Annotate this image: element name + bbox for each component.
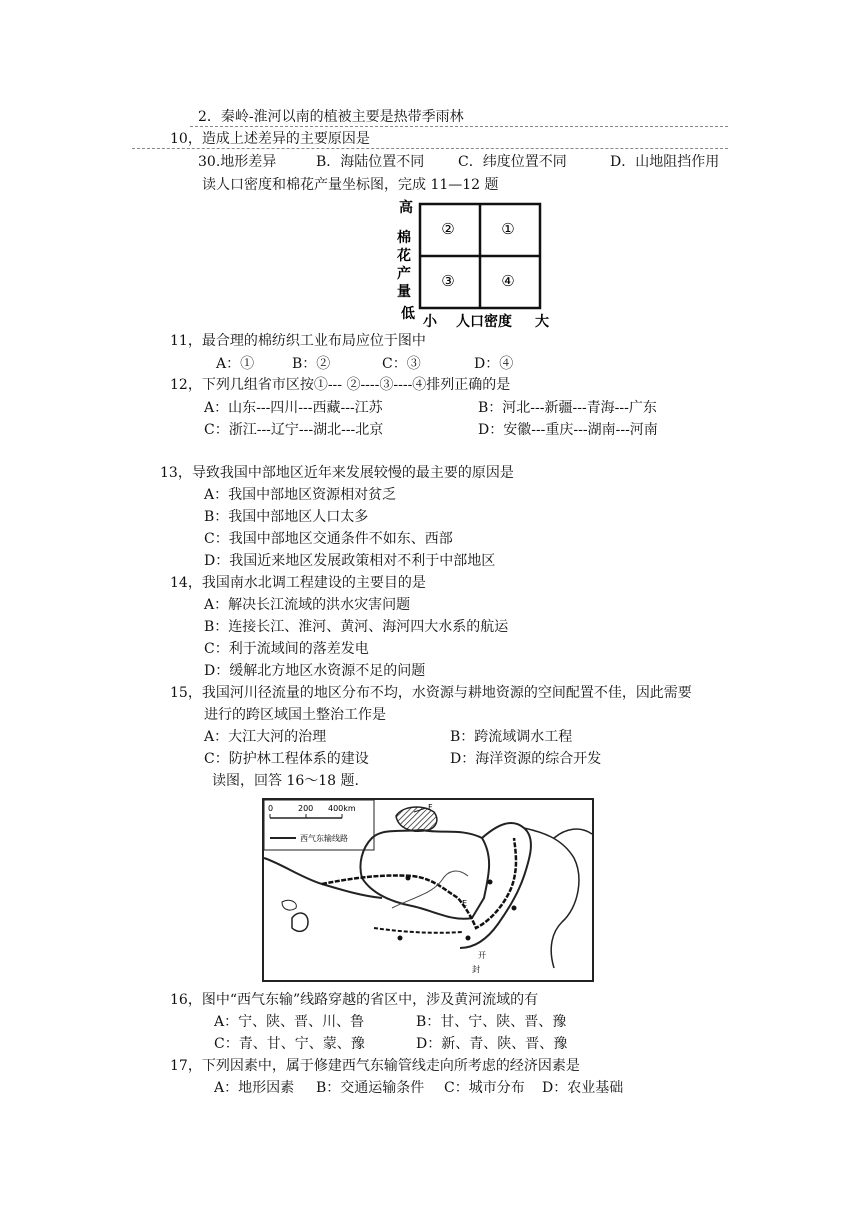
q16-option-c: C：青、甘、宁、蒙、豫 <box>214 1036 365 1052</box>
q13-option-d: D：我国近来地区发展政策相对不利于中部地区 <box>204 553 496 569</box>
x-axis-label: 人口密度 <box>456 314 512 330</box>
q10-option-b: B．海陆位置不同 <box>316 154 425 170</box>
q11-option-b: B：② <box>292 356 331 372</box>
cell-1: ① <box>501 220 515 238</box>
scale-200: 200 <box>298 804 314 813</box>
y-label-char-2: 花 <box>397 248 411 264</box>
y-label-char-1: 棉 <box>397 230 411 246</box>
map-label-f: F <box>428 803 433 812</box>
question-15-line-1: 15，我国河川径流量的地区分布不均，水资源与耕地资源的空间配置不佳，因此需要 <box>170 685 692 701</box>
y-high-label: 高 <box>399 200 413 216</box>
q17-option-a: A：地形因素 <box>214 1080 295 1096</box>
x-big-label: 大 <box>535 314 549 330</box>
q11-option-d: D：④ <box>474 356 514 372</box>
q15-option-a: A：大江大河的治理 <box>204 729 327 745</box>
dashed-rule <box>132 148 728 149</box>
y-label-char-4: 量 <box>397 284 411 300</box>
q13-option-c: C：我国中部地区交通条件不如东、西部 <box>204 531 453 547</box>
question-14: 14，我国南水北调工程建设的主要目的是 <box>170 575 426 591</box>
city-dot <box>512 906 517 911</box>
q13-option-a: A：我国中部地区资源相对贫乏 <box>204 487 397 503</box>
y-label-char-3: 产 <box>397 266 411 282</box>
y-low-label: 低 <box>401 306 415 322</box>
question-13: 13，导致我国中部地区近年来发展较慢的最主要的原因是 <box>160 465 514 481</box>
intro-11-12: 读人口密度和棉花产量坐标图，完成 11—12 题 <box>202 177 499 193</box>
intro-16-18: 读图，回答 16～18 题. <box>212 773 359 789</box>
scale-400: 400km <box>328 804 356 813</box>
q12-option-d: D：安徽---重庆---湖南---河南 <box>478 422 658 438</box>
question-15-line-2: 进行的跨区域国土整治工作是 <box>204 707 386 723</box>
q15-option-d: D：海洋资源的综合开发 <box>450 751 602 767</box>
map-label-kai: 开 <box>478 951 486 960</box>
cell-3: ③ <box>441 272 455 290</box>
q17-option-d: D：农业基础 <box>542 1080 624 1096</box>
question-11: 11，最合理的棉纺织工业布局应位于图中 <box>170 333 426 349</box>
question-12: 12，下列几组省市区按①--- ②----③----④排列正确的是 <box>170 377 511 393</box>
q13-option-b: B：我国中部地区人口太多 <box>204 509 369 525</box>
city-dot <box>406 876 411 881</box>
question-10: 10，造成上述差异的主要原因是 <box>170 131 370 147</box>
q15-option-c: C：防护林工程体系的建设 <box>204 751 369 767</box>
q11-option-c: C：③ <box>382 356 421 372</box>
q12-option-b: B：河北---新疆---青海---广东 <box>478 400 657 416</box>
q14-option-d: D：缓解北方地区水资源不足的问题 <box>204 663 426 679</box>
x-small-label: 小 <box>423 314 437 330</box>
map-label-e: E <box>462 899 468 908</box>
city-dot <box>488 880 493 885</box>
q16-option-b: B：甘、宁、陕、晋、豫 <box>416 1014 567 1030</box>
q10-option-c: C．纬度位置不同 <box>458 154 567 170</box>
statement-2: 2．秦岭-淮河以南的植被主要是热带季雨林 <box>198 109 464 125</box>
q10-option-a: 30.地形差异 <box>198 154 277 170</box>
q16-option-a: A：宁、陕、晋、川、鲁 <box>214 1014 365 1030</box>
cell-4: ④ <box>501 272 515 290</box>
q10-option-d: D．山地阻挡作用 <box>610 154 720 170</box>
map-label-feng: 封 <box>472 965 480 974</box>
q16-option-d: D：新、青、陕、晋、豫 <box>416 1036 568 1052</box>
west-east-gas-map <box>262 798 594 982</box>
city-dot <box>466 936 471 941</box>
scale-0: 0 <box>268 804 274 813</box>
q12-option-c: C：浙江---辽宁---湖北---北京 <box>204 422 384 438</box>
q11-option-a: A：① <box>216 356 255 372</box>
q17-option-b: B：交通运输条件 <box>316 1080 425 1096</box>
dashed-rule <box>190 126 728 127</box>
q15-option-b: B：跨流域调水工程 <box>450 729 573 745</box>
question-16: 16，图中“西气东输”线路穿越的省区中，涉及黄河流域的有 <box>170 992 539 1008</box>
q14-option-c: C：利于流域间的落差发电 <box>204 641 369 657</box>
cell-2: ② <box>441 220 455 238</box>
legend-label: 西气东输线路 <box>300 834 348 843</box>
q17-option-c: C：城市分布 <box>444 1080 525 1096</box>
q14-option-a: A：解决长江流域的洪水灾害问题 <box>204 597 411 613</box>
q12-option-a: A：山东---四川---西藏---江苏 <box>204 400 383 416</box>
city-dot <box>398 936 403 941</box>
question-17: 17，下列因素中，属于修建西气东输管线走向所考虑的经济因素是 <box>170 1058 580 1074</box>
q14-option-b: B：连接长江、淮河、黄河、海河四大水系的航运 <box>204 619 509 635</box>
cotton-population-chart <box>388 194 558 332</box>
